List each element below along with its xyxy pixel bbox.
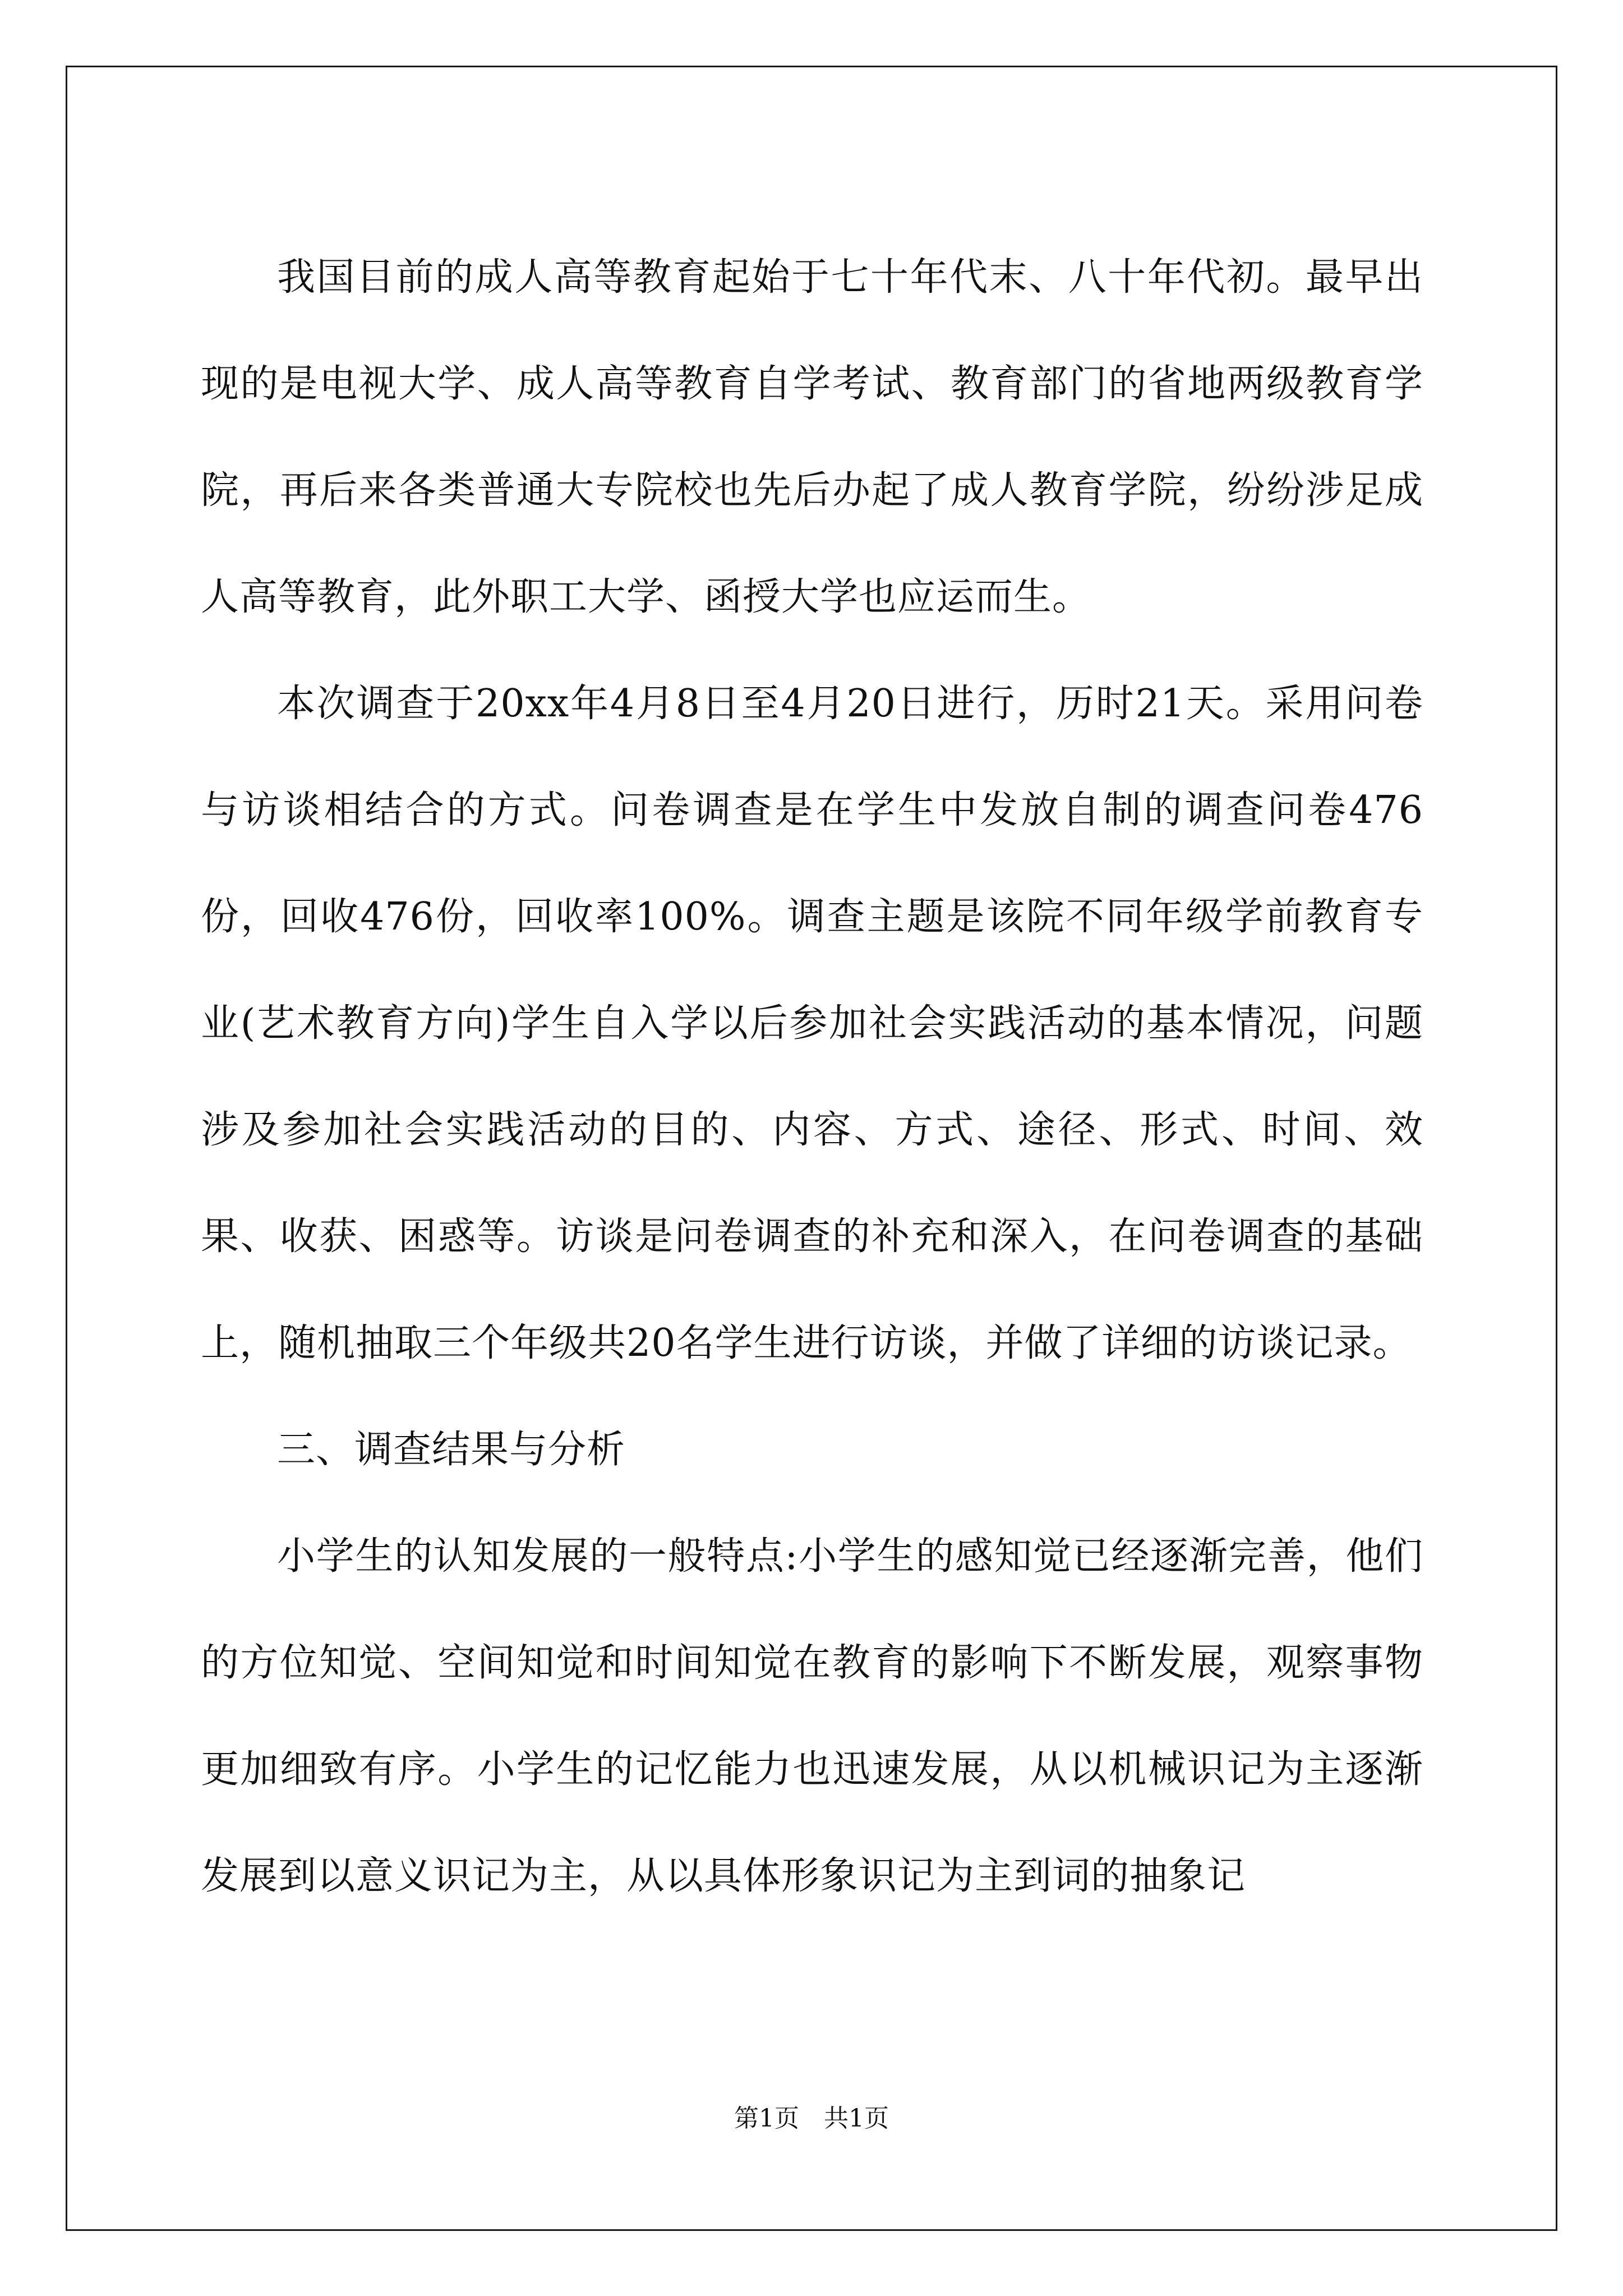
document-body <box>201 224 1423 1930</box>
page-number: 第1页 共1页 <box>734 2104 889 2133</box>
section-heading: 三、调查结果与分析 <box>277 1428 626 1472</box>
paragraph-cognitive-development: 小学生的认知发展的一般特点:小学生的感知觉已经逐渐完善，他们的方位知觉、空间知觉和时间知觉在教育的影响下不断发展，观察事物更加细致有序。小学生的记忆能力也迅速发展，从以机械识记为主逐渐发展到以意义识记为主，从以具体形象识记为主到词的抽象记 <box>201 1534 1423 1898</box>
paragraph-survey-method: 本次调查于20xx年4月8日至4月20日进行，历时21天。采用问卷与访谈相结合的方式。问卷调查是在学生中发放自制的调查问卷476份，回收476份，回收率100%。调查主题是该院不同年级学前教育专业(艺术教育方向)学生自入学以后参加社会实践活动的基本情况，问题涉及参加社会实践活动的目的、内容、方式、途径、形式、时间、效果、收获、困惑等。访谈是问卷调查的补充和深入，在问卷调查的基础上，随机抽取三个年级共20名学生进行访谈，并做了详细的访谈记录。 <box>201 682 1423 1365</box>
paragraph-history: 我国目前的成人高等教育起始于七十年代末、八十年代初。最早出现的是电视大学、成人高等教育自学考试、教育部门的省地两级教育学院，再后来各类普通大专院校也先后办起了成人教育学院，纷纷涉足成人高等教育，此外职工大学、函授大学也应运而生。 <box>201 255 1423 619</box>
